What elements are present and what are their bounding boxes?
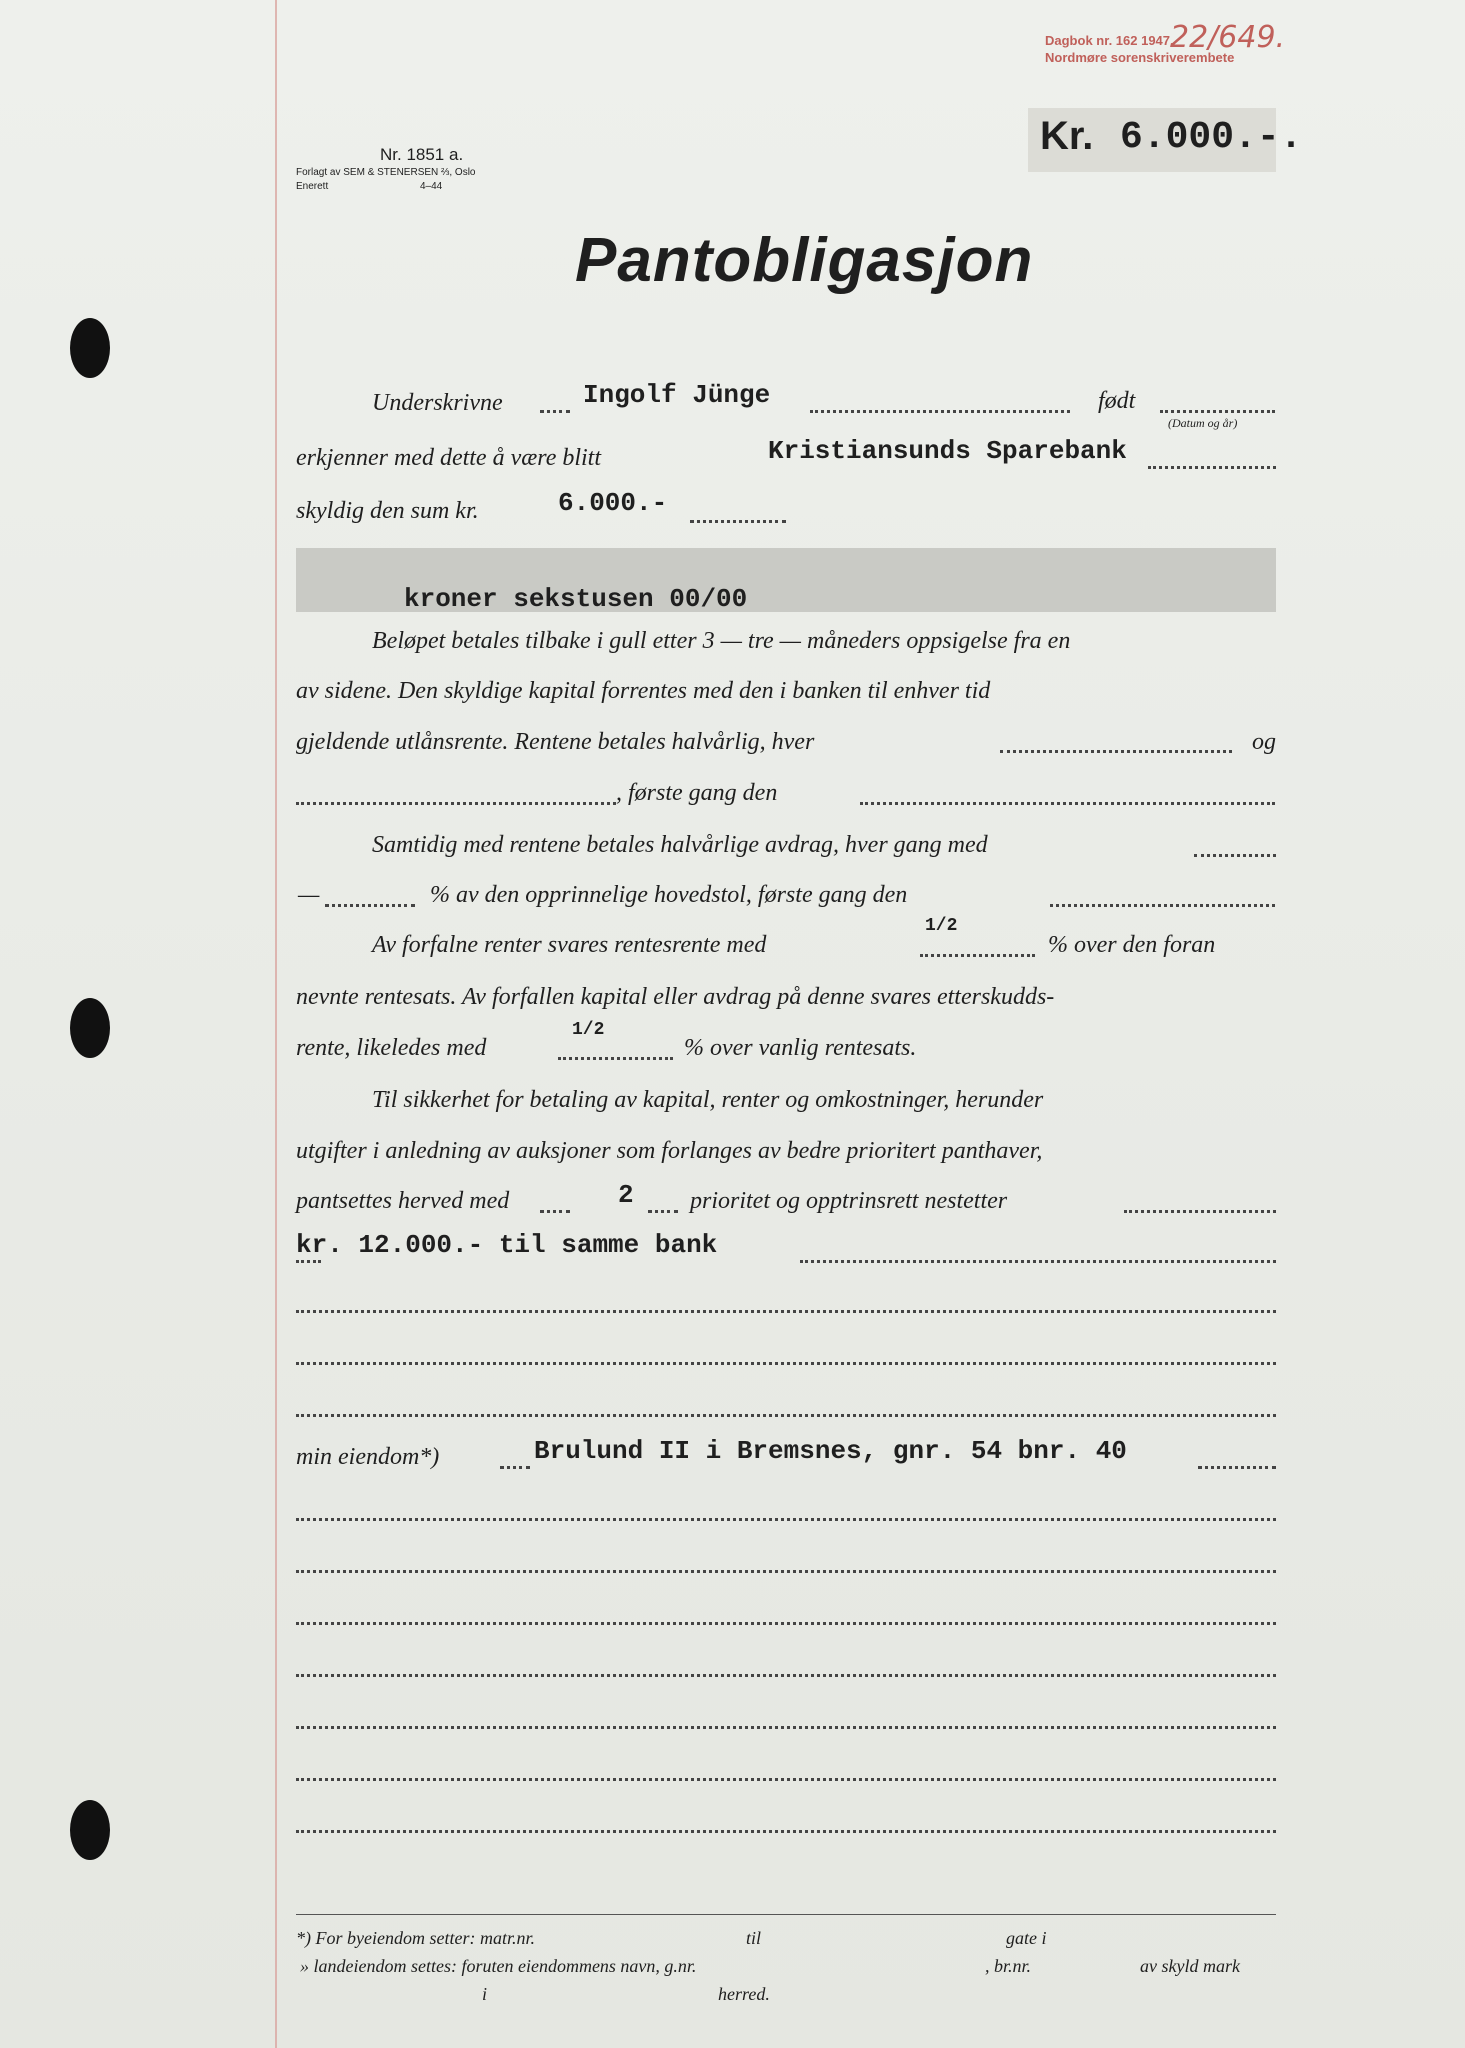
terms-line-6-dash: — (298, 882, 320, 908)
fill-dots (296, 1260, 321, 1263)
amount-in-words: kroner sekstusen 00/00 (404, 584, 748, 614)
terms-line-7b: % over den foran (1048, 932, 1216, 958)
fill-dots (1000, 750, 1232, 753)
fill-dots (296, 1622, 1276, 1625)
terms-line-1: Beløpet betales tilbake i gull etter 3 — tre — måneders oppsigelse fra en (372, 628, 1071, 654)
document-title: Pantobligasjon (575, 226, 1034, 295)
footnote-1b: til (746, 1928, 762, 1948)
footnote-2b: , br.nr. (985, 1956, 1032, 1976)
acknowledge-label: erkjenner med dette å være blitt (296, 445, 602, 471)
fill-dots (296, 1414, 1276, 1417)
security-line-1: Til sikkerhet for betaling av kapital, renter og omkostninger, herunder (372, 1087, 1044, 1113)
publisher-line-2: Enerett (296, 181, 329, 192)
stamp-line-1: Dagbok nr. 162 1947. (1045, 33, 1174, 48)
priority-label: pantsettes herved med (296, 1188, 510, 1214)
fill-dots (1194, 854, 1276, 857)
fill-dots (648, 1210, 678, 1213)
interest-fraction: 1/2 (925, 916, 958, 936)
fill-dots (810, 410, 1070, 413)
footnote-2a: » landeiendom settes: foruten eiendommens navn, g.nr. (300, 1956, 697, 1976)
property-label: min eiendom*) (296, 1444, 440, 1470)
margin-rule (275, 0, 277, 2048)
fill-dots (296, 1778, 1276, 1781)
terms-line-9a: rente, likeledes med (296, 1035, 487, 1061)
publisher-imprint (296, 166, 516, 194)
fill-dots (920, 954, 1035, 957)
footnote-1a: *) For byeiendom setter: matr.nr. (296, 1928, 535, 1948)
terms-line-5: Samtidig med rentene betales halvårlige avdrag, hver gang med (372, 832, 988, 858)
fill-dots (1148, 466, 1276, 469)
fill-dots (296, 1674, 1276, 1677)
sum-value: 6.000.- (558, 488, 668, 518)
fill-dots (860, 802, 1275, 805)
publisher-line-3: 4–44 (420, 181, 443, 192)
sum-label: skyldig den sum kr. (296, 498, 479, 524)
stamp-line-2: Nordmøre sorenskriverembete (1045, 50, 1235, 65)
fill-dots (1050, 904, 1275, 907)
fill-dots (800, 1260, 1276, 1263)
priority-text: prioritet og opptrinsrett nestetter (690, 1188, 1008, 1214)
fill-dots (1160, 410, 1275, 413)
terms-line-3: gjeldende utlånsrente. Rentene betales halvårlig, hver (296, 729, 815, 755)
fill-dots (296, 1570, 1276, 1573)
terms-line-4: , første gang den (616, 780, 778, 806)
fill-dots (1124, 1210, 1276, 1213)
footnote-3b: herred. (718, 1984, 770, 2004)
footnote-1c: gate i (1006, 1928, 1047, 1948)
terms-line-7a: Av forfalne renter svares rentesrente med (372, 932, 767, 958)
security-line-2: utgifter i anledning av auksjoner som forlanges av bedre prioritert panthaver, (296, 1138, 1043, 1164)
punch-hole (70, 318, 110, 378)
fill-dots (325, 904, 415, 907)
punch-hole (70, 1800, 110, 1860)
fill-dots (1198, 1466, 1276, 1469)
fill-dots (500, 1466, 530, 1469)
fill-dots (540, 1210, 570, 1213)
fill-dots (690, 520, 786, 523)
fill-dots (296, 1362, 1276, 1365)
date-note: (Datum og år) (1168, 416, 1238, 430)
footnote-2c: av skyld mark (1140, 1956, 1240, 1976)
fill-dots (540, 410, 570, 413)
property-value: Brulund II i Bremsnes, gnr. 54 bnr. 40 (534, 1436, 1127, 1466)
publisher-line-1: Forlagt av SEM & STENERSEN ⅔, Oslo (296, 167, 476, 178)
fill-dots (296, 1518, 1276, 1521)
terms-line-6: % av den opprinnelige hovedstol, første gang den (430, 882, 908, 908)
fill-dots (558, 1057, 673, 1060)
footnote-3a: i (482, 1984, 488, 2004)
fill-dots (296, 1830, 1276, 1833)
footnote-rule (296, 1914, 1276, 1915)
amount-label: Kr. (1040, 114, 1094, 158)
late-interest-fraction: 1/2 (572, 1020, 605, 1040)
creditor-name: Kristiansunds Sparebank (768, 436, 1127, 466)
terms-line-2: av sidene. Den skyldige kapital forrentes med den i banken til enhver tid (296, 678, 991, 704)
form-number: Nr. 1851 a. (380, 145, 464, 164)
amount-value: 6.000.-. (1120, 116, 1303, 159)
fill-dots (296, 1726, 1276, 1729)
stamp-handwritten-number: 22/649. (1170, 20, 1286, 55)
terms-line-9b: % over vanlig rentesats. (684, 1035, 917, 1061)
debtor-name: Ingolf Jünge (583, 380, 771, 410)
prior-claim: kr. 12.000.- til samme bank (296, 1230, 718, 1260)
terms-line-8: nevnte rentesats. Av forfallen kapital eller avdrag på denne svares etterskudds- (296, 984, 1055, 1010)
born-label: født (1098, 388, 1136, 414)
fill-dots (296, 1310, 1276, 1313)
punch-hole (70, 998, 110, 1058)
fill-dots (296, 802, 616, 805)
terms-line-3-end: og (1252, 729, 1276, 755)
priority-value: 2 (618, 1180, 634, 1210)
undersigned-label: Underskrivne (372, 390, 503, 416)
